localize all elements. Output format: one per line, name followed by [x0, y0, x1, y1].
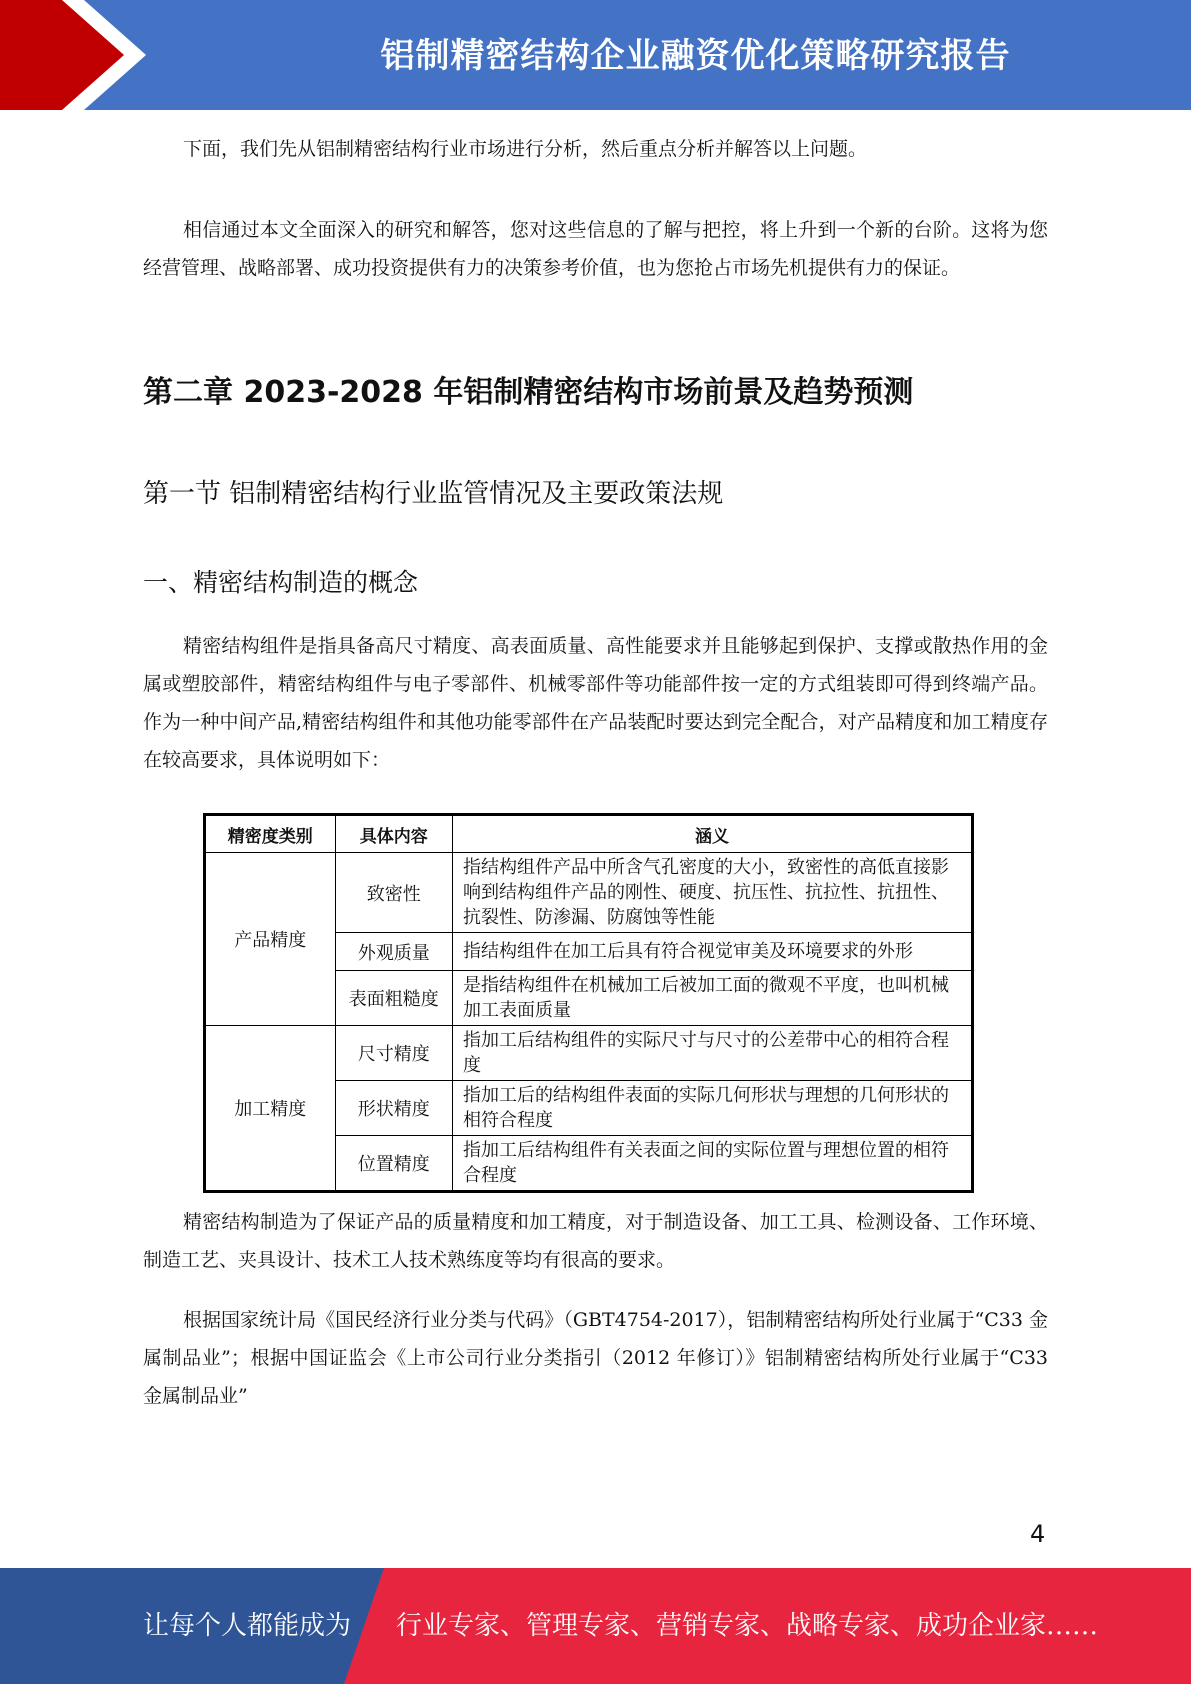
table-category-cell: 加工精度	[205, 1026, 336, 1192]
table-header-row	[205, 815, 973, 853]
table-meaning-cell: 指加工后的结构组件表面的实际几何形状与理想的几何形状的相符合程度	[453, 1081, 973, 1136]
requirements-paragraph: 精密结构制造为了保证产品的质量精度和加工精度，对于制造设备、加工工具、检测设备、工作环境、制造工艺、夹具设计、技术工人技术熟练度等均有很高的要求。	[143, 1211, 1048, 1271]
table-item-cell: 外观质量	[335, 933, 453, 971]
concept-section	[143, 627, 1048, 779]
footer-slogan-left: 让每个人都能成为	[143, 1611, 352, 1641]
page-number: 4	[1030, 1520, 1046, 1548]
table-header: 涵义	[453, 815, 973, 853]
table-item-cell: 尺寸精度	[335, 1026, 453, 1081]
subsection-heading: 一、精密结构制造的概念	[143, 568, 419, 597]
classification-section	[143, 1301, 1048, 1415]
precision-table	[203, 813, 974, 1193]
requirements-section	[143, 1203, 1048, 1279]
table-meaning-cell: 指结构组件产品中所含气孔密度的大小，致密性的高低直接影响到结构组件产品的刚性、硬度、抗压性、抗拉性、抗扭性、抗裂性、防渗漏、防腐蚀等性能	[453, 853, 973, 933]
intro-paragraph-2: 相信通过本文全面深入的研究和解答，您对这些信息的了解与把控，将上升到一个新的台阶。这将为您经营管理、战略部署、成功投资提供有力的决策参考价值，也为您抢占市场先机提供有力的保证。	[143, 219, 1048, 279]
section-heading: 第一节 铝制精密结构行业监管情况及主要政策法规	[143, 479, 724, 509]
table-meaning-cell: 指结构组件在加工后具有符合视觉审美及环境要求的外形	[453, 933, 973, 971]
header-arrow-decoration	[0, 0, 160, 110]
classification-paragraph: 根据国家统计局《国民经济行业分类与代码》（GBT4754-2017），铝制精密结构所处行业属于“C33 金属制品业”；根据中国证监会《上市公司行业分类指引（2012 年修订）》铝制精密结构所处行业属于“C33 金属制品业”	[143, 1309, 1048, 1407]
intro-section-2	[143, 211, 1048, 287]
table-meaning-cell: 指加工后结构组件的实际尺寸与尺寸的公差带中心的相符合程度	[453, 1026, 973, 1081]
page-footer	[0, 1568, 1191, 1684]
table-row	[205, 1026, 973, 1081]
table-header: 精密度类别	[205, 815, 336, 853]
page-header	[0, 0, 1191, 110]
concept-paragraph: 精密结构组件是指具备高尺寸精度、高表面质量、高性能要求并且能够起到保护、支撑或散热作用的金属或塑胶部件，精密结构组件与电子零部件、机械零部件等功能部件按一定的方式组装即可得到终端产品。作为一种中间产品,精密结构组件和其他功能零部件在产品装配时要达到完全配合，对产品精度和加工精度存在较高要求，具体说明如下：	[143, 635, 1048, 771]
table-meaning-cell: 是指结构组件在机械加工后被加工面的微观不平度，也叫机械加工表面质量	[453, 971, 973, 1026]
table-meaning-cell: 指加工后结构组件有关表面之间的实际位置与理想位置的相符合程度	[453, 1136, 973, 1192]
table-category-cell: 产品精度	[205, 853, 336, 1026]
table-item-cell: 位置精度	[335, 1136, 453, 1192]
report-title: 铝制精密结构企业融资优化策略研究报告	[380, 36, 1011, 76]
intro-paragraph-1: 下面，我们先从铝制精密结构行业市场进行分析，然后重点分析并解答以上问题。	[183, 138, 868, 160]
table-item-cell: 表面粗糙度	[335, 971, 453, 1026]
table-row	[205, 853, 973, 933]
intro-section	[143, 130, 1048, 168]
table-item-cell: 致密性	[335, 853, 453, 933]
table-header: 具体内容	[335, 815, 453, 853]
footer-slogan-right: 行业专家、管理专家、营销专家、战略专家、成功企业家……	[396, 1611, 1099, 1641]
chapter-heading: 第二章 2023-2028 年铝制精密结构市场前景及趋势预测	[143, 375, 914, 410]
table-item-cell: 形状精度	[335, 1081, 453, 1136]
